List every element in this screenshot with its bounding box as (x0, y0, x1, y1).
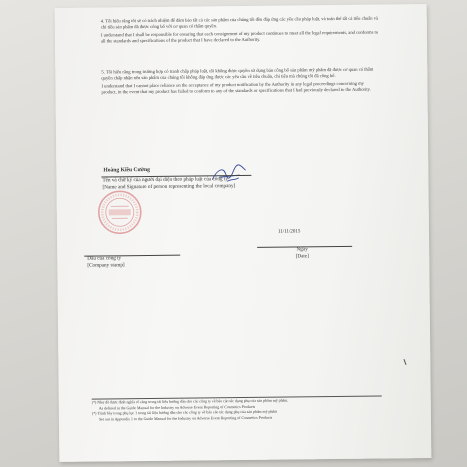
footnotes (92, 397, 392, 423)
signer-name: Hoàng Kiều Cường (103, 166, 150, 174)
date-caption (272, 246, 332, 261)
footnote-2-vi: (*) Trình bày trong phụ lục 1 trong tài liệu hướng dẫn cho các công ty về báo cáo tác dụng phụ của sản phẩm mỹ phẩm (91, 410, 278, 416)
date-value: 11/11/2015 (277, 229, 301, 235)
document-page (55, 4, 432, 462)
stamp-caption (87, 255, 124, 269)
pen-mark (403, 358, 410, 365)
date-caption-en: [Date] (295, 253, 309, 260)
item-5-english: I understand that I cannot place reliance on the acceptance of my product notification by the Authority in any legal proceedings concerning my product, in the event that my product has failed to conform to any of the standards or specifications that I had previously declared to the Authority. (101, 80, 371, 95)
item-4-vietnamese: 4. Tôi hiểu rằng tôi sẽ có trách nhiệm để đảm bảo tất cả các sản phẩm của chúng tôi đều đáp ứng các yêu cầu pháp luật, và toàn thể tất cả tiêu chuẩn và chỉ tiêu sản phẩm đã được công bố với cơ quan có thẩm quyền. (100, 15, 379, 30)
stamp-caption-vi: Dấu của công ty (87, 255, 122, 262)
footnote-2-en: Set out in Appendix 1 to the Guide Manual for the Industry on Adverse Event Reporting of Cosmetics Products (98, 415, 273, 422)
company-stamp-seal (95, 187, 146, 238)
declaration-item-5 (101, 67, 379, 97)
declaration-item-4 (101, 16, 379, 46)
date-caption-vi: Ngày (296, 246, 308, 253)
footnote-1-vi: (*) Như đã được định nghĩa rõ ràng trong tài liệu hướng dẫn cho các công ty về báo cáo tác dụng phụ của sản phẩm mỹ phẩm. (91, 398, 289, 405)
item-5-vietnamese: 5. Tôi hiểu rằng trong trường hợp có tranh chấp pháp luật, tôi không được quyền sử dụng bản công bố sản phẩm mỹ phẩm đã được cơ quan có thẩm quyền chấp nhận nếu sản phẩm của chúng tôi không đáp ứng được các yêu cầu về tiêu chuẩn, chỉ tiêu mà chúng tôi đã công bố. (101, 66, 374, 81)
signer-caption-vi: Tên và chữ ký của người đại diện theo pháp luật của công ty (102, 176, 228, 184)
signer-caption-en: [Name and Signature of person representing the local company] (102, 183, 236, 191)
footnote-1-en: As defined in the Guide Manual for the Industry on Adverse Event Reporting of Cosmetics Products (98, 404, 256, 411)
stamp-caption-en: [Company stamp] (87, 262, 125, 269)
item-4-english: I understand that I shall be responsible for ensuring that each consignment of my product continues to meet all the legal requirements, and conforms to all the standards and specifications of the product that I have declared to the Authority. (100, 29, 379, 44)
